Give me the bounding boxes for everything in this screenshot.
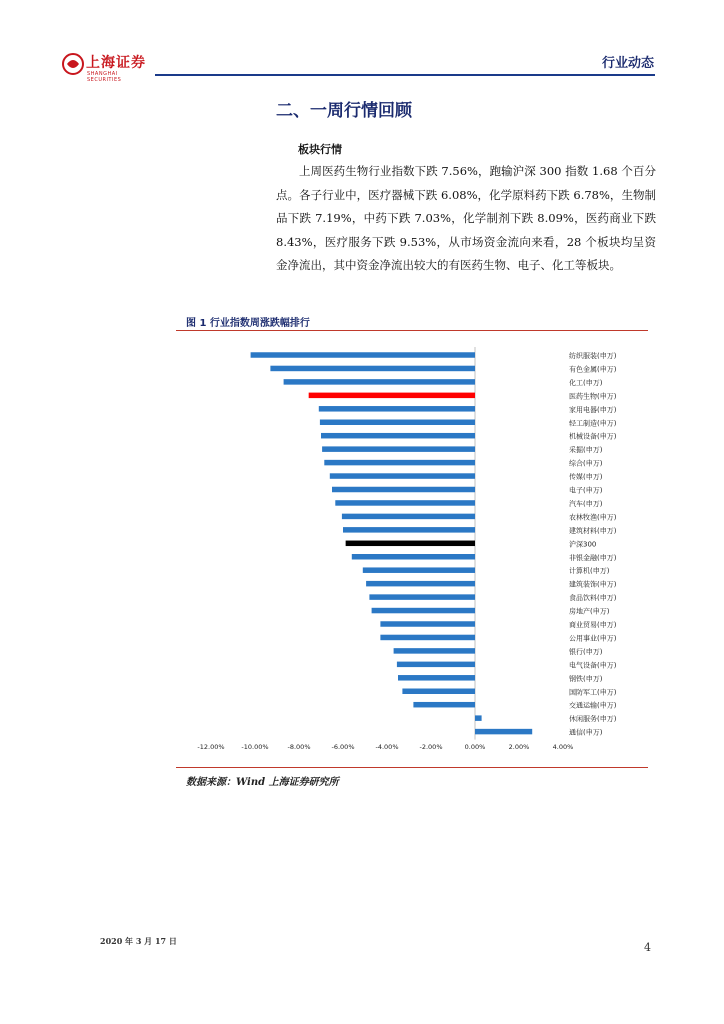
chart-category-label: 非银金融(申万) xyxy=(569,553,617,562)
chart-bar xyxy=(402,689,475,695)
logo-subtext: SHANGHAI SECURITIES xyxy=(87,71,122,83)
chart-category-label: 汽车(申万) xyxy=(569,499,603,508)
chart-category-label: 纺织服装(申万) xyxy=(569,352,617,360)
chart-category-label: 传媒(申万) xyxy=(569,473,603,482)
chart-category-label: 公用事业(申万) xyxy=(569,634,617,643)
chart-category-label: 医药生物(申万) xyxy=(569,392,617,401)
chart-bar xyxy=(343,527,475,533)
chart-bar xyxy=(319,406,475,412)
chart-bar xyxy=(398,675,475,681)
chart-x-tick-label: -10.00% xyxy=(241,743,269,751)
chart-category-label: 计算机(申万) xyxy=(569,567,610,576)
chart-category-label: 电气设备(申万) xyxy=(569,661,617,670)
chart-bar xyxy=(320,420,475,426)
chart-bar xyxy=(342,514,475,520)
chart-category-label: 国防军工(申万) xyxy=(569,688,617,697)
chart-category-label: 轻工制造(申万) xyxy=(569,419,617,428)
chart-bar xyxy=(380,621,475,627)
chart-bar xyxy=(372,608,475,614)
chart-bar xyxy=(330,473,475,479)
chart-bar xyxy=(332,487,475,493)
chart-bar xyxy=(321,433,475,439)
chart-category-label: 建筑材料(申万) xyxy=(569,526,617,535)
chart-category-label: 通信(申万) xyxy=(569,728,603,737)
page-number: 4 xyxy=(644,941,651,954)
chart-x-tick-label: -12.00% xyxy=(197,743,225,751)
chart-category-label: 沪深300 xyxy=(569,540,597,549)
footer-date: 2020 年 3 月 17 日 xyxy=(100,936,177,946)
chart-bar xyxy=(369,594,475,600)
chart-category-label: 综合(申万) xyxy=(569,459,603,468)
chart-category-label: 食品饮料(申万) xyxy=(569,594,617,603)
chart-bar xyxy=(397,662,475,668)
chart-category-label: 休闲服务(申万) xyxy=(569,715,617,724)
chart-category-label: 机械设备(申万) xyxy=(569,432,617,441)
chart-bar xyxy=(251,352,475,358)
chart-bar xyxy=(324,460,475,466)
chart-category-label: 采掘(申万) xyxy=(569,446,603,455)
section-title: 二、一周行情回顾 xyxy=(276,101,412,121)
chart-category-label: 建筑装饰(申万) xyxy=(569,580,617,589)
chart-bar xyxy=(394,648,475,654)
chart-category-label: 化工(申万) xyxy=(569,378,603,387)
chart-bar xyxy=(309,393,475,399)
chart-x-tick-label: -6.00% xyxy=(331,743,355,751)
chart-bar xyxy=(346,541,475,547)
chart-bar xyxy=(380,635,475,641)
chart-bar xyxy=(475,729,532,735)
chart-bar xyxy=(335,500,475,506)
chart-category-label: 房地产(申万) xyxy=(569,607,610,616)
chart-bar xyxy=(352,554,475,560)
logo-text: 上海证券 xyxy=(86,55,146,71)
chart-category-label: 电子(申万) xyxy=(569,486,603,495)
header-category: 行业动态 xyxy=(601,56,654,71)
chart-category-label: 有色金属(申万) xyxy=(569,365,617,374)
chart-category-label: 交通运输(申万) xyxy=(569,701,617,710)
chart-bar xyxy=(284,379,475,385)
figure-bottom-rule xyxy=(176,767,648,768)
chart-bar xyxy=(363,567,475,573)
chart-category-label: 钢铁(申万) xyxy=(569,674,603,683)
chart-x-tick-label: -4.00% xyxy=(375,743,399,751)
chart-x-tick-label: -2.00% xyxy=(419,743,443,751)
chart-x-tick-label: -8.00% xyxy=(287,743,311,751)
chart-bar xyxy=(322,446,475,452)
section-paragraph: 上周医药生物行业指数下跌 7.56%，跑输沪深 300 指数 1.68 个百分点。各子行业中，医疗器械下跌 6.08%，化学原料药下跌 6.78%，生物制品下跌 7.19%，中药下跌 7.03%，化学制剂下跌 8.09%，医药商业下跌 8.43%，医疗服务下跌 9.53%，从市场资金流向来看，28 个板块均呈资金净流出，其中资金净流出较大的有医药生物、电子、化工等板块。 xyxy=(276,164,656,272)
figure-title: 图 1 行业指数周涨跌幅排行 xyxy=(186,318,310,329)
chart-bar xyxy=(366,581,475,587)
chart-category-label: 银行(申万) xyxy=(569,647,603,656)
chart-bar xyxy=(270,366,475,372)
chart-x-tick-label: 4.00% xyxy=(552,743,574,751)
chart-x-tick-label: 0.00% xyxy=(464,743,486,751)
figure-source: 数据来源：Wind 上海证券研究所 xyxy=(186,777,339,788)
chart-category-label: 商业贸易(申万) xyxy=(569,621,617,629)
chart-bar xyxy=(413,702,475,708)
chart-bar xyxy=(475,715,482,721)
chart-x-tick-label: 2.00% xyxy=(508,743,530,751)
chart-category-label: 家用电器(申万) xyxy=(569,405,617,414)
chart-category-label: 农林牧渔(申万) xyxy=(569,513,617,522)
section-subhead: 板块行情 xyxy=(298,143,342,156)
